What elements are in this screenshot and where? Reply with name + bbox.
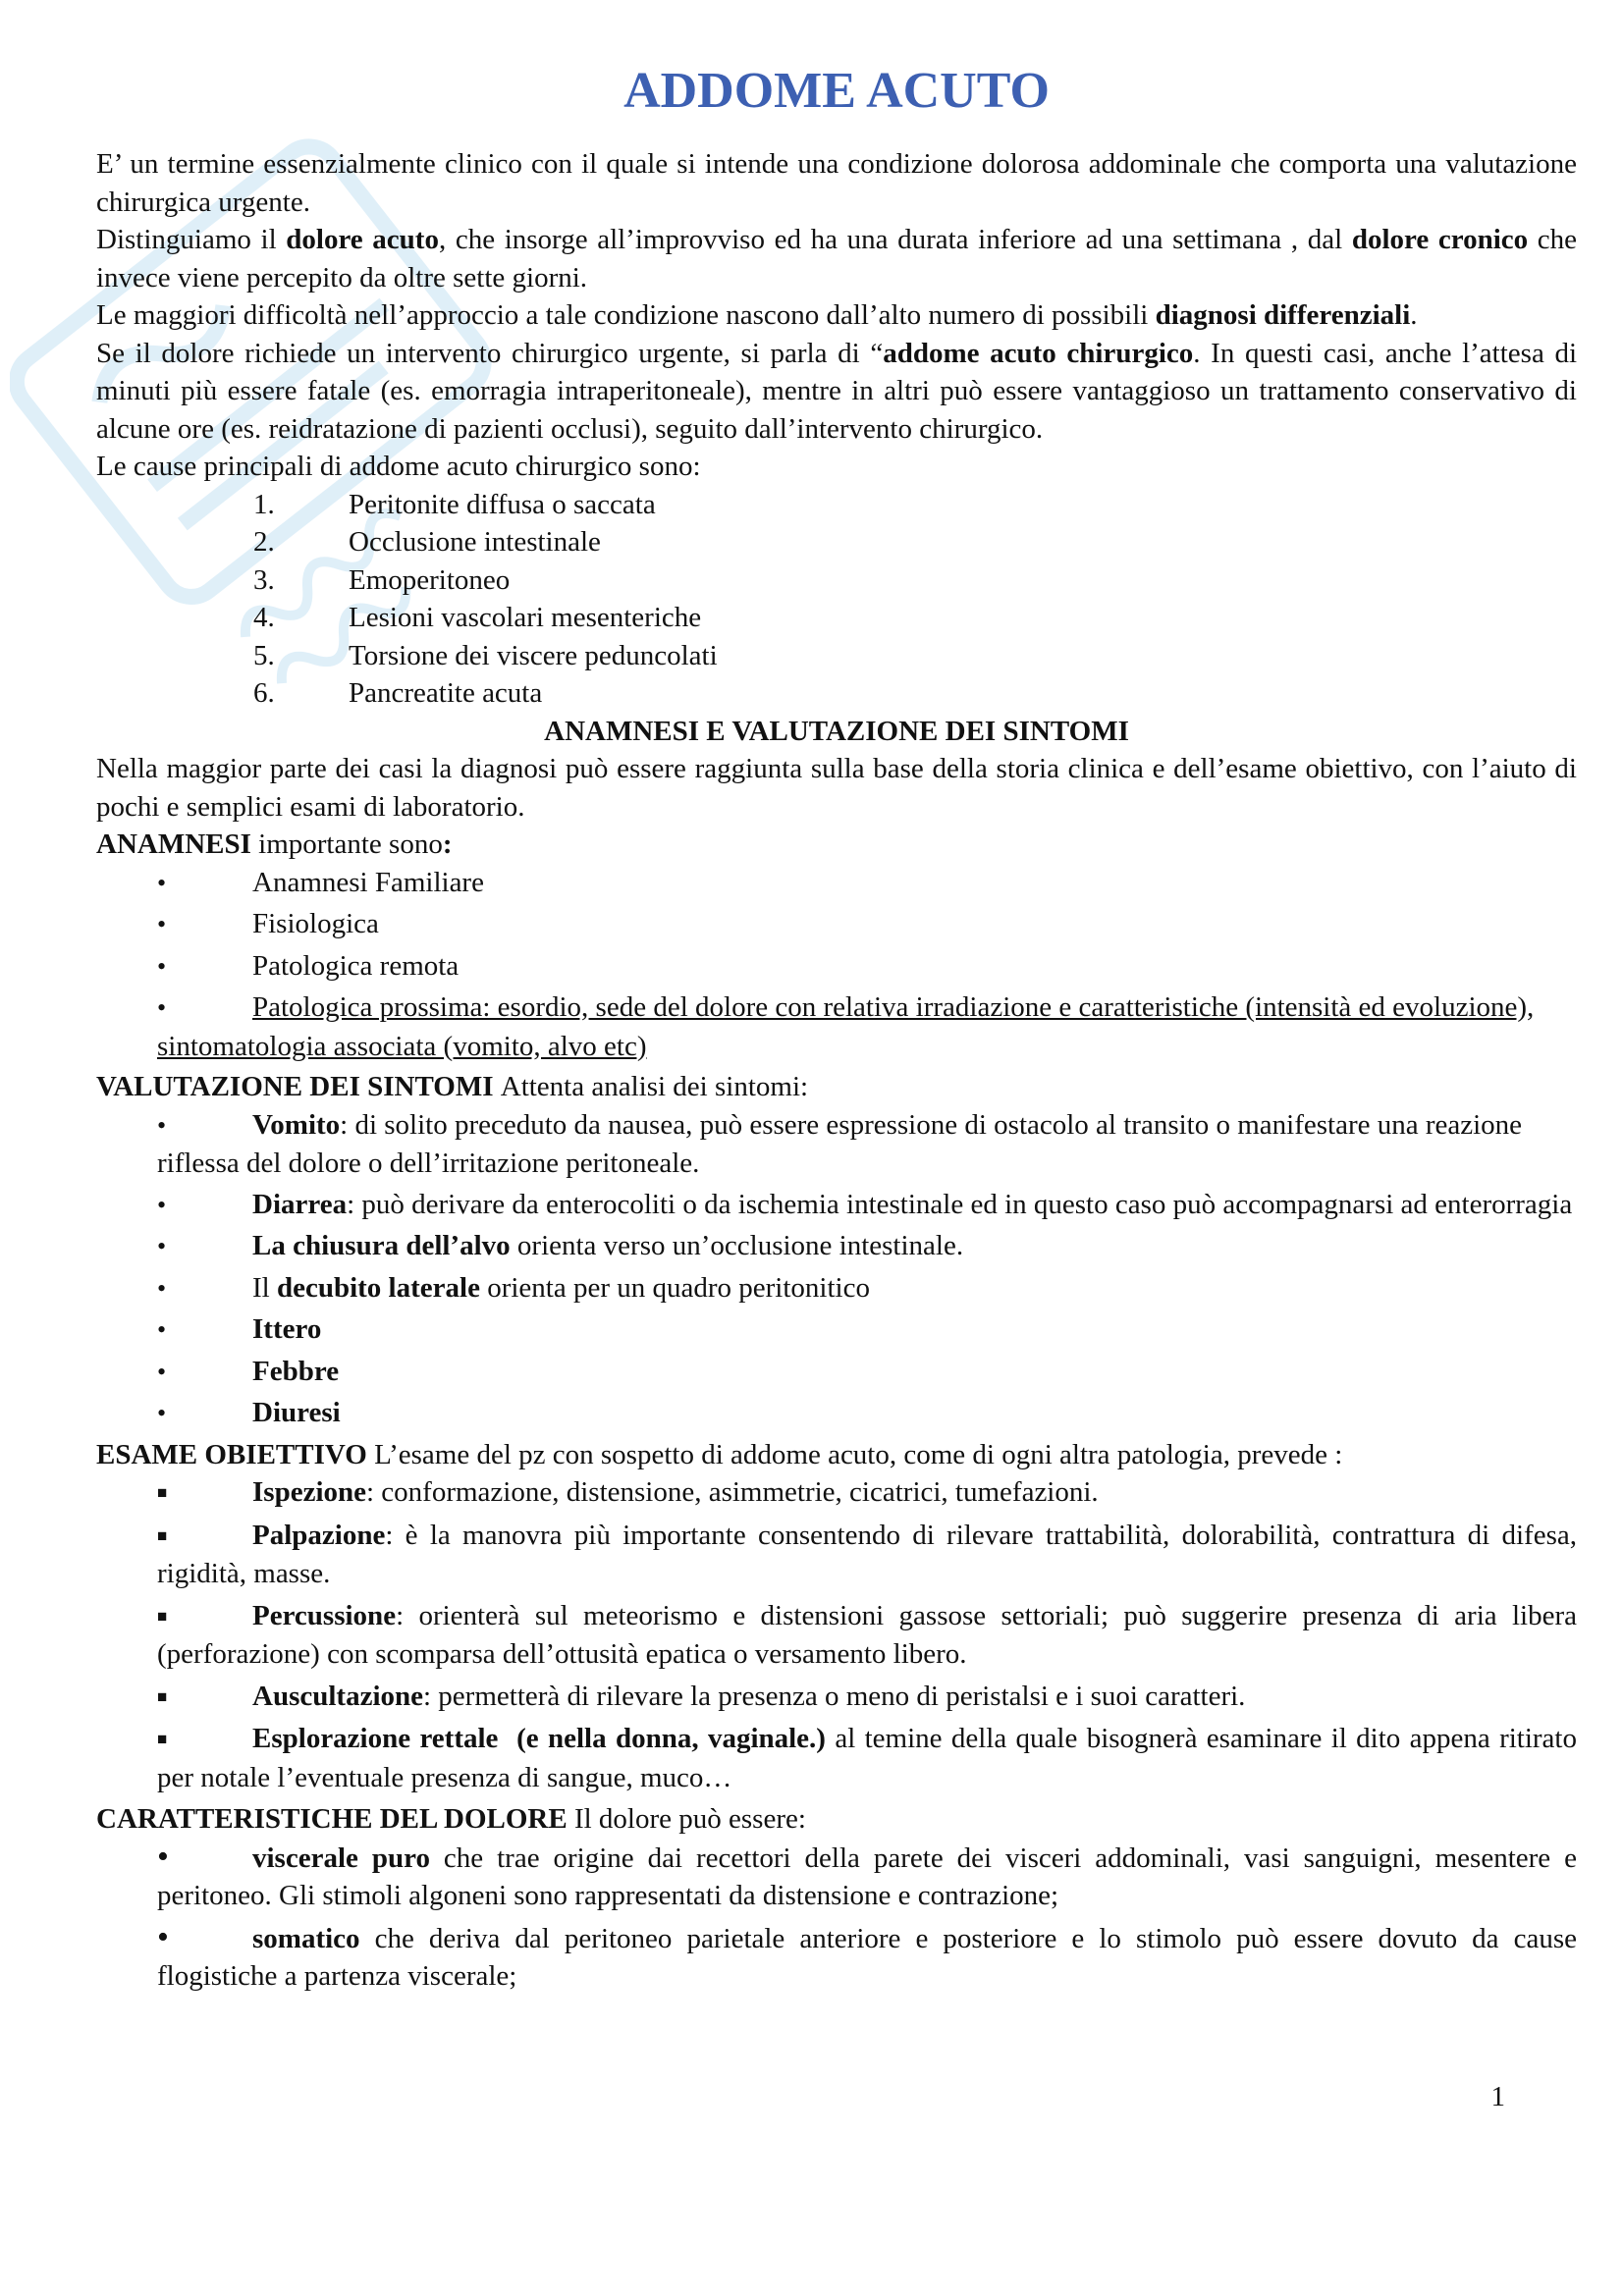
list-item: • Fisiologica xyxy=(96,905,1577,944)
bullet-icon: • xyxy=(157,1315,167,1344)
intro-paragraph-4: Se il dolore richiede un intervento chirurgico urgente, si parla di “addome acuto chirurgico. In questi casi, anche l’attesa di minuti più essere fatale (es. emorragia intraperitoneale), mentre in altri può essere vantaggioso un trattamento conservativo di alcune ore (es. reidratazione di pazienti occlusi), seguito dall’intervento chirurgico. xyxy=(96,337,1578,445)
bullet-icon: • xyxy=(157,1918,169,1955)
list-item: ■ Palpazione: è la manovra più importante consentendo di rilevare trattabilità, dolorabilità, contrattura di difesa, rigidità, masse. xyxy=(157,1519,1577,1589)
square-bullet-icon: ■ xyxy=(157,1686,168,1706)
list-item: 3. Emoperitoneo xyxy=(253,563,511,596)
intro-paragraph-1: E’ un termine essenzialmente clinico con il quale si intende una condizione dolorosa addominale che comporta una valutazione chirurgica urgente. xyxy=(96,148,1577,218)
list-item: • viscerale puro che trae origine dai recettori della parete dei visceri addominali, vasi sanguigni, mesentere e peritoneo. Gli stimoli algoneni sono rappresentati da distensione e contrazione; xyxy=(157,1838,1577,1911)
valutazione-heading: VALUTAZIONE DEI SINTOMI Attenta analisi dei sintomi: xyxy=(96,1071,809,1102)
list-item: • Patologica prossima: esordio, sede del dolore con relativa irradiazione e caratteristiche (intensità ed evoluzione), sintomatologia associata (vomito, alvo etc) xyxy=(157,991,1535,1062)
bullet-icon: • xyxy=(157,993,167,1022)
list-item: • Vomito: di solito preceduto da nausea, può essere espressione di ostacolo al transito o manifestare una reazione riflessa del dolore o dell’irritazione peritoneale. xyxy=(157,1108,1523,1179)
caratteristiche-heading: CARATTERISTICHE DEL DOLORE Il dolore può essere: xyxy=(96,1803,806,1835)
bullet-icon: • xyxy=(157,1838,169,1875)
list-item: • Anamnesi Familiare xyxy=(96,864,1577,903)
list-item: 2. Occlusione intestinale xyxy=(253,526,601,558)
intro-paragraph-5: Le cause principali di addome acuto chirurgico sono: xyxy=(96,451,701,482)
section-heading-anamnesi: ANAMNESI E VALUTAZIONE DEI SINTOMI xyxy=(544,715,1129,747)
intro-paragraph-3: Le maggiori difficoltà nell’approccio a tale condizione nascono dall’alto numero di possibili diagnosi differenziali. xyxy=(96,299,1418,331)
causes-list xyxy=(96,486,1577,713)
list-item: ■ Esplorazione rettale (e nella donna, vaginale.) al temine della quale bisognerà esaminare il dito appena ritirato per notale l’eventuale presenza di sangue, muco… xyxy=(157,1723,1577,1793)
bullet-icon: • xyxy=(157,1273,167,1303)
bullet-icon: • xyxy=(157,1399,167,1427)
list-item: 1. Peritonite diffusa o saccata xyxy=(253,488,656,520)
list-item: • somatico che deriva dal peritoneo parietale anteriore e posteriore e lo stimolo può essere dovuto da cause flogistiche a partenza viscerale; xyxy=(157,1918,1577,1992)
bullet-icon: • xyxy=(157,1190,167,1219)
esame-heading: ESAME OBIETTIVO L’esame del pz con sospetto di addome acuto, come di ogni altra patologia, prevede : xyxy=(96,1438,1343,1470)
square-bullet-icon: ■ xyxy=(157,1606,168,1626)
list-item: • Il decubito laterale orienta per un quadro peritonitico xyxy=(96,1269,1577,1308)
esame-list xyxy=(96,1473,1577,1796)
square-bullet-icon: ■ xyxy=(157,1483,168,1502)
page-title: ADDOME ACUTO xyxy=(623,63,1050,119)
valutazione-list xyxy=(96,1106,1577,1433)
page-number: 1 xyxy=(1490,2081,1505,2112)
list-item: ■ Ispezione: conformazione, distensione, asimmetrie, cicatrici, tumefazioni. xyxy=(96,1473,1577,1513)
list-item: • Diuresi xyxy=(96,1394,1577,1433)
list-item: • Ittero xyxy=(96,1310,1577,1350)
caratteristiche-list xyxy=(96,1839,1577,1996)
list-item: • Patologica remota xyxy=(96,947,1577,987)
document-page xyxy=(96,57,1577,2000)
list-item: ■ Percussione: orienterà sul meteorismo e distensioni gassose settoriali; può suggerire presenza di aria libera (perforazione) con scomparsa dell’ottusità epatica o versamento libero. xyxy=(157,1599,1577,1670)
bullet-icon: • xyxy=(157,910,167,938)
square-bullet-icon: ■ xyxy=(157,1730,168,1748)
bullet-icon: • xyxy=(157,868,167,897)
list-item: • Diarrea: può derivare da enterocoliti o da ischemia intestinale ed in questo caso può accompagnarsi ad enterorragia xyxy=(96,1186,1577,1225)
list-item: 5. Torsione dei viscere peduncolati xyxy=(253,639,718,671)
anamnesi-heading: ANAMNESI importante sono: xyxy=(96,828,453,860)
list-item: 4. Lesioni vascolari mesenteriche xyxy=(253,602,702,633)
anamnesi-list xyxy=(96,864,1577,1066)
list-item: 6. Pancreatite acuta xyxy=(253,677,543,709)
bullet-icon: • xyxy=(157,1232,167,1260)
bullet-icon: • xyxy=(157,951,167,981)
list-item: • La chiusura dell’alvo orienta verso un’occlusione intestinale. xyxy=(96,1227,1577,1266)
bullet-icon: • xyxy=(157,1110,167,1140)
square-bullet-icon: ■ xyxy=(157,1525,168,1545)
section-paragraph: Nella maggior parte dei casi la diagnosi può essere raggiunta sulla base della storia clinica e dell’esame obiettivo, con l’aiuto di pochi e semplici esami di laboratorio. xyxy=(96,753,1577,823)
list-item: ■ Auscultazione: permetterà di rilevare la presenza o meno di peristalsi e i suoi caratteri. xyxy=(96,1678,1577,1717)
intro-paragraph-2: Distinguiamo il dolore acuto, che insorge all’improvviso ed ha una durata inferiore ad una settimana , dal dolore cronico che invece viene percepito da oltre sette giorni. xyxy=(96,224,1578,294)
bullet-icon: • xyxy=(157,1357,167,1386)
list-item: • Febbre xyxy=(96,1353,1577,1392)
